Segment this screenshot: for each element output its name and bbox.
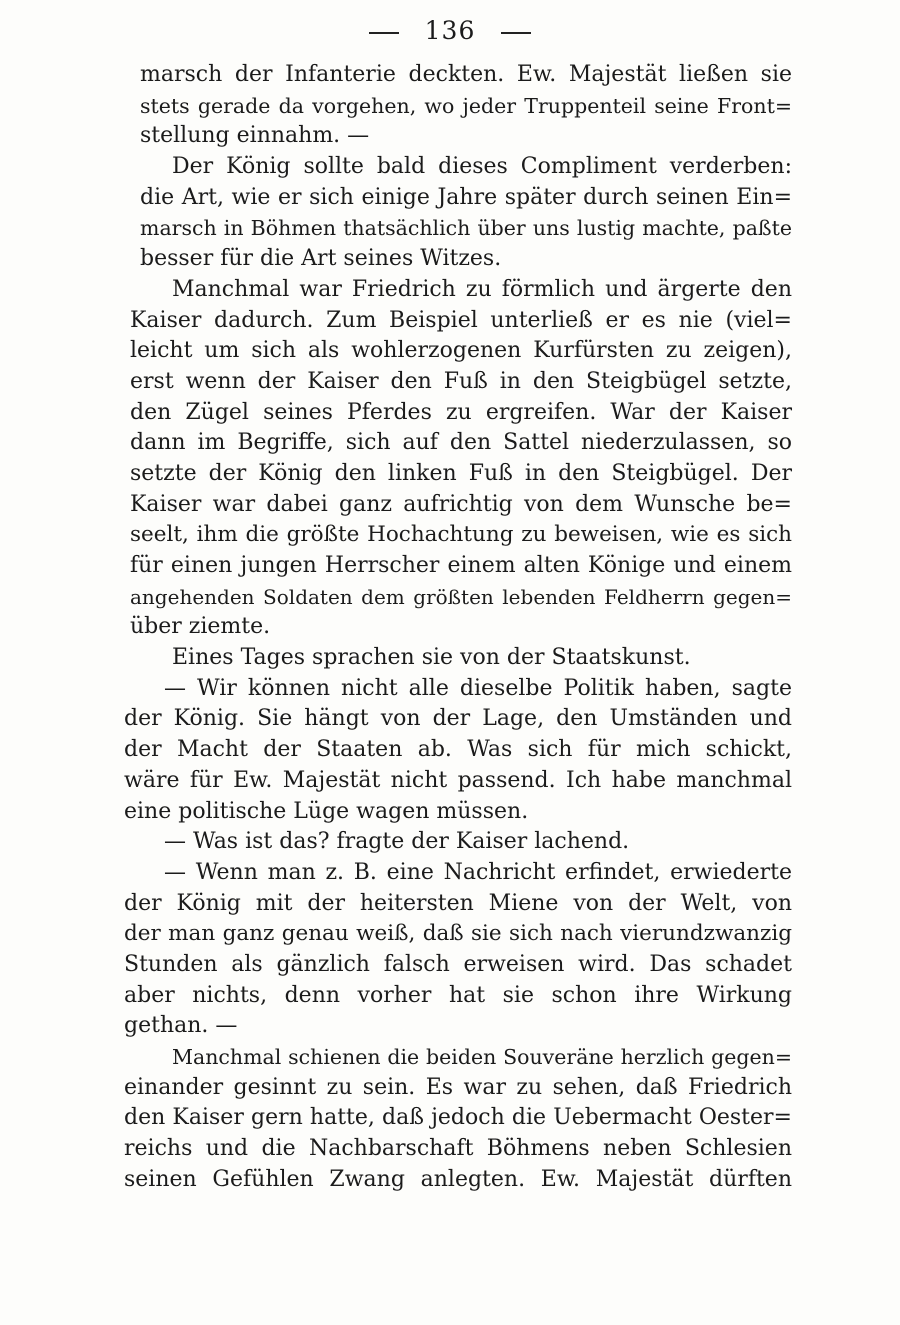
page-header [0,16,900,45]
text-line: der man ganz genau weiß, daß sie sich nach vierundzwanzig [124,921,792,947]
text-line: eine politische Lüge wagen müssen. [124,798,529,824]
text-line: angehenden Soldaten dem größten lebenden Feldherrn gegen= [130,584,792,609]
header-dash-right [501,32,531,34]
text-line: einander gesinnt zu sein. Es war zu sehen, daß Friedrich [124,1074,792,1100]
text-line: — Wenn man z. B. eine Nachricht erfindet, erwiederte [164,859,792,885]
text-line: über ziemte. [130,614,271,640]
text-line: — Wir können nicht alle dieselbe Politik haben, sagte [164,675,792,701]
text-line: Manchmal schienen die beiden Souveräne herzlich gegen= [172,1045,792,1069]
text-line: marsch in Böhmen thatsächlich über uns lustig machte, paßte [140,216,792,241]
text-line: der König mit der heitersten Miene von der Welt, von [124,890,792,916]
text-line: stets gerade da vorgehen, wo jeder Truppenteil seine Front= [140,93,792,118]
text-line: Kaiser war dabei ganz aufrichtig von dem Wunsche be= [130,491,792,517]
text-line: wäre für Ew. Majestät nicht passend. Ich habe manchmal [124,767,792,793]
body-text [124,60,792,1195]
text-line: seinen Gefühlen Zwang anlegten. Ew. Majestät dürften [124,1166,792,1192]
text-line: Kaiser dadurch. Zum Beispiel unterließ er es nie (viel= [130,307,792,333]
text-line: die Art, wie er sich einige Jahre später durch seinen Ein= [140,184,792,210]
page-number: 136 [424,16,476,45]
text-line: der Macht der Staaten ab. Was sich für mich schickt, [124,737,792,763]
text-line: Der König sollte bald dieses Compliment verderben: [172,154,792,180]
text-line: seelt, ihm die größte Hochachtung zu beweisen, wie es sich [130,522,792,548]
text-line: gethan. — [124,1013,238,1039]
text-line: besser für die Art seines Witzes. [140,246,502,272]
text-line: Eines Tages sprachen sie von der Staatskunst. [172,645,691,671]
text-line: Manchmal war Friedrich zu förmlich und ärgerte den [172,276,792,302]
text-line: aber nichts, denn vorher hat sie schon ihre Wirkung [124,982,792,1008]
text-line: erst wenn der Kaiser den Fuß in den Steigbügel setzte, [130,368,792,394]
text-line: den Kaiser gern hatte, daß jedoch die Uebermacht Oester= [124,1105,792,1131]
text-line: dann im Begriffe, sich auf den Sattel niederzulassen, so [130,430,792,456]
text-line: stellung einnahm. — [140,123,370,149]
text-line: marsch der Infanterie deckten. Ew. Majestät ließen sie [140,62,792,87]
header-dash-left [369,32,399,34]
text-line: setzte der König den linken Fuß in den Steigbügel. Der [130,460,792,486]
text-line: — Was ist das? fragte der Kaiser lachend. [164,829,630,855]
text-line: für einen jungen Herrscher einem alten Könige und einem [130,553,792,578]
text-line: Stunden als gänzlich falsch erweisen wird. Das schadet [124,951,792,977]
text-line: den Zügel seines Pferdes zu ergreifen. War der Kaiser [130,399,792,425]
text-line: reichs und die Nachbarschaft Böhmens neben Schlesien [124,1136,792,1162]
text-line: der König. Sie hängt von der Lage, den Umständen und [124,706,792,732]
text-line: leicht um sich als wohlerzogenen Kurfürsten zu zeigen), [130,338,792,364]
